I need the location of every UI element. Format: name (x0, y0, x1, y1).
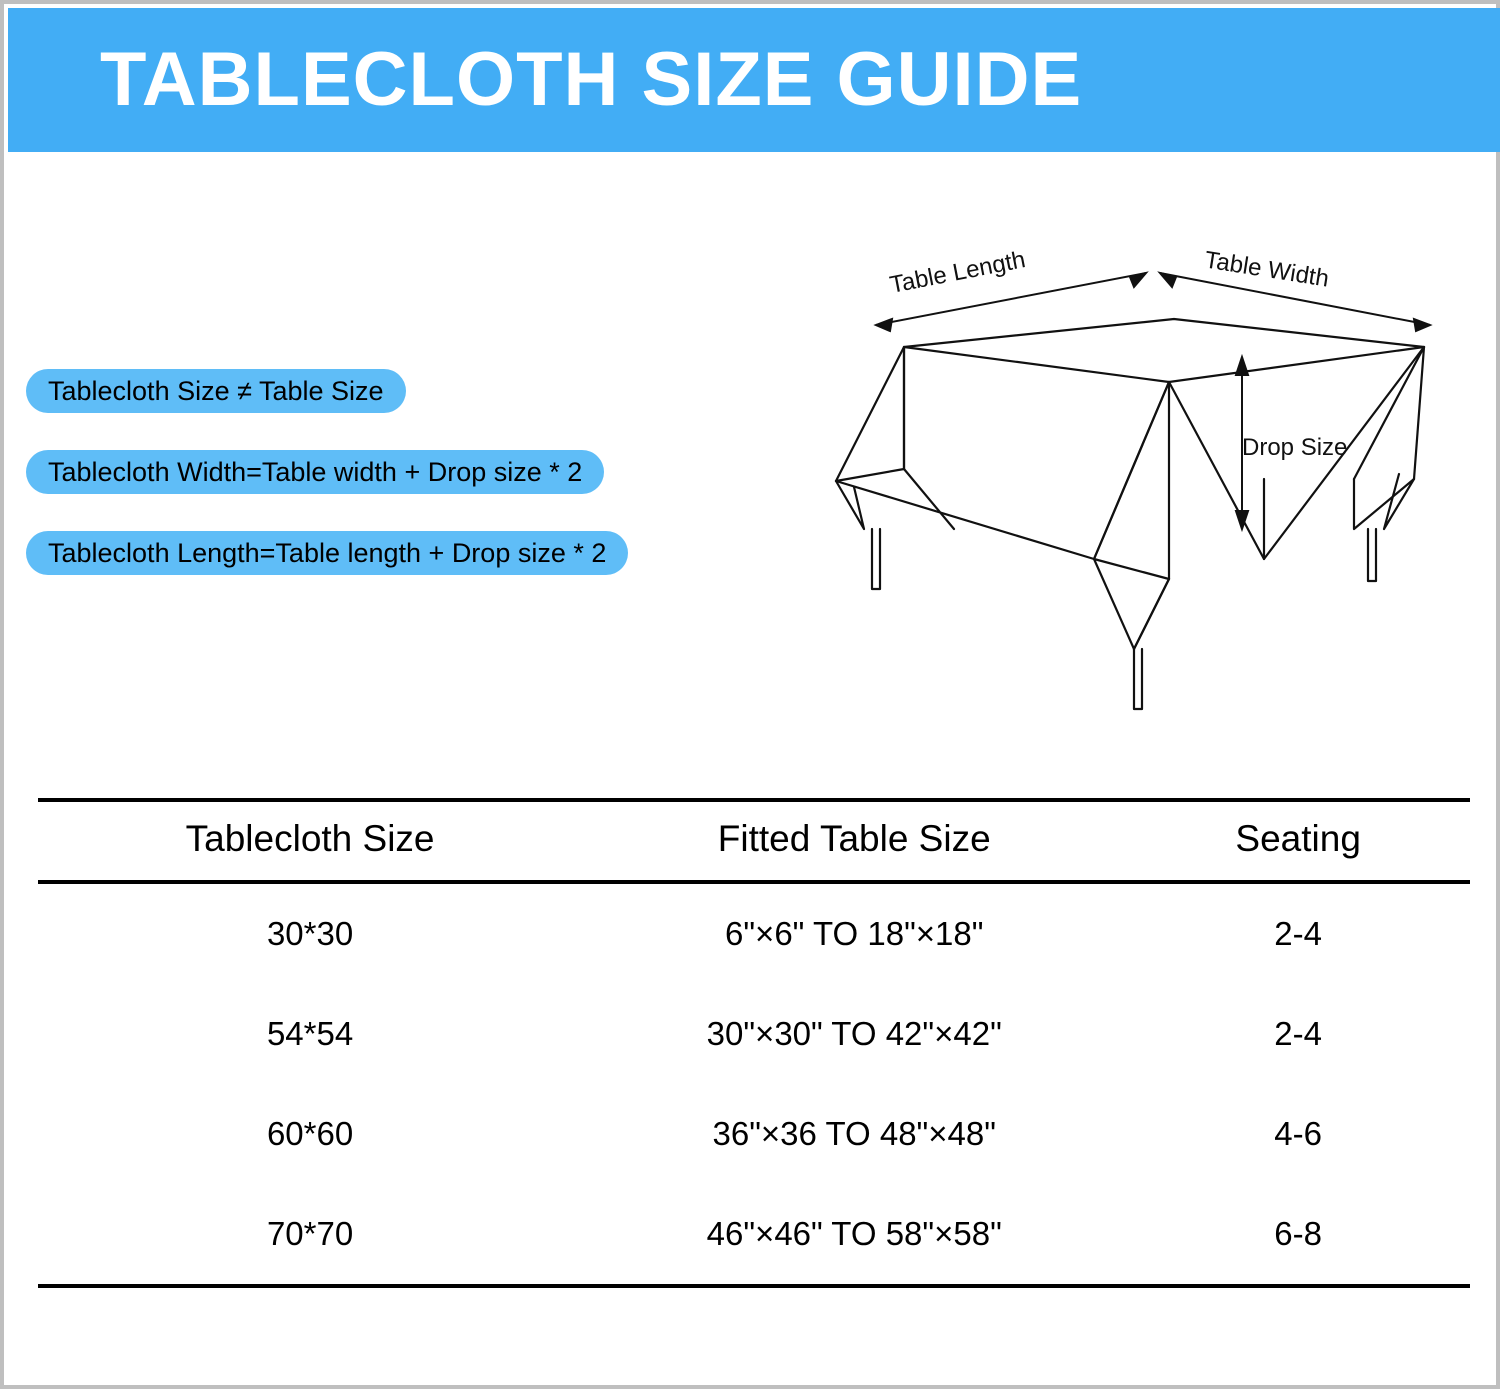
page-title: TABLECLOTH SIZE GUIDE (100, 37, 1083, 122)
cell-tablecloth-size: 54*54 (266, 1015, 354, 1052)
size-chart-table (38, 798, 1470, 1288)
table-diagram (794, 229, 1454, 729)
note-pill-size-inequality (26, 369, 406, 413)
cell-seating: 2-4 (1274, 915, 1322, 952)
cell-tablecloth-size: 60*60 (266, 1115, 354, 1152)
column-header-fitted-table-size: Fitted Table Size (582, 800, 1126, 882)
cell-tablecloth-size: 30*30 (266, 915, 354, 952)
cell-tablecloth-size: 70*70 (38, 1184, 582, 1286)
table-body (38, 882, 1470, 1286)
cell-seating: 6-8 (1126, 1184, 1470, 1286)
cell-fitted-table-size: 6"×6" TO 18"×18" (724, 915, 984, 952)
cell-fitted-table-size: 46"×46" TO 58"×58" (582, 1184, 1126, 1286)
label-table-width: Table Width (1202, 246, 1331, 293)
table-row (38, 882, 1470, 984)
label-table-length: Table Length (887, 246, 1028, 299)
cell-fitted-table-size: 36"×36 TO 48"×48" (712, 1115, 996, 1152)
table-row (38, 1084, 1470, 1184)
column-header-seating: Seating (1126, 800, 1470, 882)
note-pill-label: Tablecloth Length=Table length + Drop size * 2 (48, 537, 607, 568)
note-pill-label: Tablecloth Size ≠ Table Size (48, 375, 384, 406)
column-header-tablecloth-size: Tablecloth Size (38, 800, 582, 882)
table-diagram-svg (794, 229, 1454, 729)
label-drop-size: Drop Size (1242, 434, 1348, 461)
note-pill-label: Tablecloth Width=Table width + Drop size * 2 (48, 456, 583, 487)
table-row (38, 1184, 1470, 1286)
cell-fitted-table-size: 30"×30" TO 42"×42" (706, 1015, 1002, 1052)
cell-seating: 2-4 (1274, 1015, 1322, 1052)
header-banner (8, 8, 1500, 152)
table-head (38, 800, 1470, 882)
cell-seating: 4-6 (1274, 1115, 1322, 1152)
table-header-row (38, 800, 1470, 882)
note-pill-width-formula (26, 450, 604, 494)
cloth-top-surface (904, 319, 1424, 382)
note-pill-length-formula (26, 531, 628, 575)
table-row (38, 984, 1470, 1084)
